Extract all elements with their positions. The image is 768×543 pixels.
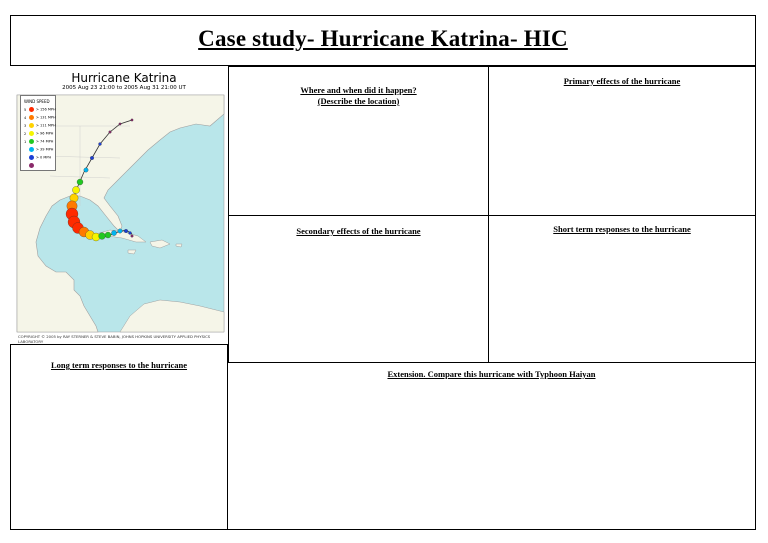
legend-swatch (29, 107, 34, 112)
page-title: Case study- Hurricane Katrina- HIC (198, 26, 568, 51)
track-point (129, 232, 132, 235)
primary-effects-cell[interactable] (488, 66, 756, 216)
legend-swatch (29, 147, 34, 152)
track-point (84, 168, 88, 172)
legend-swatch (29, 163, 34, 168)
secondary-effects-cell[interactable] (228, 215, 489, 363)
hurricane-map-panel (10, 66, 228, 344)
legend-swatch (29, 123, 34, 128)
legend-item: 2 > 96 MPH (24, 131, 54, 136)
legend-swatch (29, 155, 34, 160)
track-point (131, 119, 133, 121)
legend-item (24, 163, 36, 168)
map-copyright: COPYRIGHT © 2005 by RAY STERNER & STEVE BABIN, JOHNS HOPKINS UNIVERSITY APPLIED PHYSICS LABORATORY (18, 334, 211, 344)
track-point (77, 179, 83, 185)
extension-cell[interactable] (227, 362, 756, 530)
short-term-heading: Short term responses to the hurricane (553, 224, 691, 234)
track-point (131, 235, 134, 238)
wind-speed-legend (20, 95, 56, 171)
track-point (109, 131, 112, 134)
legend-item: 4 > 131 MPH (24, 115, 56, 120)
where-when-heading: Where and when did it happen? (Describe the location) (300, 85, 417, 106)
legend-item: 1 > 74 MPH (24, 139, 54, 144)
legend-item: 3 > 111 MPH (24, 123, 56, 128)
track-point (119, 123, 121, 125)
extension-heading: Extension. Compare this hurricane with Typhoon Haiyan (387, 369, 596, 379)
track-point (99, 233, 106, 240)
long-term-responses-cell[interactable] (10, 344, 228, 530)
track-point (118, 229, 122, 233)
legend-item: > 0 MPH (24, 155, 51, 160)
map-title: Hurricane Katrina (71, 71, 177, 85)
short-term-responses-cell[interactable] (488, 215, 756, 363)
track-point (124, 229, 128, 233)
legend-swatch (29, 139, 34, 144)
legend-swatch (29, 131, 34, 136)
where-when-cell[interactable] (228, 66, 489, 216)
track-point (90, 156, 94, 160)
track-point (105, 232, 111, 238)
secondary-effects-heading: Secondary effects of the hurricane (296, 226, 421, 236)
legend-swatch (29, 115, 34, 120)
track-point (99, 143, 102, 146)
track-point (111, 230, 116, 235)
legend-item: > 39 MPH (24, 147, 53, 152)
title-box (10, 15, 756, 66)
map-subtitle: 2005 Aug 23 21:00 to 2005 Aug 31 21:00 UT (62, 85, 186, 91)
legend-item: 5 > 156 MPH (24, 107, 56, 112)
primary-effects-heading: Primary effects of the hurricane (563, 76, 681, 86)
track-point (72, 186, 79, 193)
long-term-heading: Long term responses to the hurricane (50, 360, 188, 370)
legend-title: WIND SPEED (24, 99, 50, 104)
